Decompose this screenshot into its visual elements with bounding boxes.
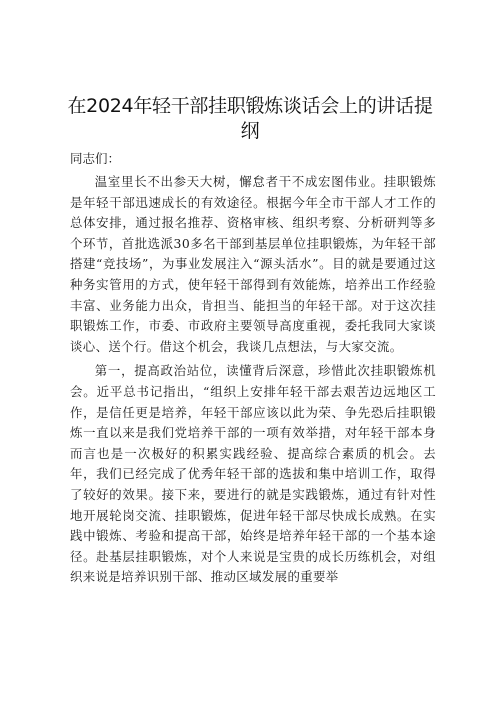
document-title: 在2024年轻干部挂职锻炼谈话会上的讲话提纲: [67, 95, 433, 142]
paragraph: 第一，提高政治站位，读懂背后深意，珍惜此次挂职锻炼机会。近平总书记指出，“组织上安排年轻干部去艰苦边远地区工作，是信任更是培养，年轻干部应该以此为荣、争先恐后挂职锻炼一直以来是我们党培养干部的一项有效举措，对年轻干部本身而言也是一次极好的积累实践经验、提高综合素质的机会。去年，我们已经完成了优秀年轻干部的选拔和集中培训工作，取得了较好的效果。接下来，要进行的就是实践锻炼，通过有针对性地开展轮岗交流、挂职锻炼，促进年轻干部尽快成长成熟。在实践中锻炼、考验和提高干部，始终是培养年轻干部的一个基本途径。赴基层挂职锻炼，对个人来说是宝贵的成长历练机会，对组织来说是培养识别干部、推动区域发展的重要举: [70, 363, 436, 585]
document-body: [70, 172, 436, 592]
salutation: 同志们：: [70, 151, 121, 166]
paragraph: 温室里长不出参天大树，懈怠者干不成宏图伟业。挂职锻炼是年轻干部迅速成长的有效途径。根据今年全市干部人才工作的总体安排，通过报名推荐、资格审核、组织考察、分析研判等多个环节，首批选派30多名干部到基层单位挂职锻炼，为年轻干部搭建“竞技场”，为事业发展注入“源头活水”。目的就是要通过这种务实管用的方式，使年轻干部得到有效能炼，培养出工作经验丰富、业务能力出众，肯担当、能担当的年轻干部。对于这次挂职锻炼工作，市委、市政府主要领导高度重视，委托我同大家谈谈心、送个行。借这个机会，我谈几点想法，与大家交流。: [70, 174, 436, 354]
